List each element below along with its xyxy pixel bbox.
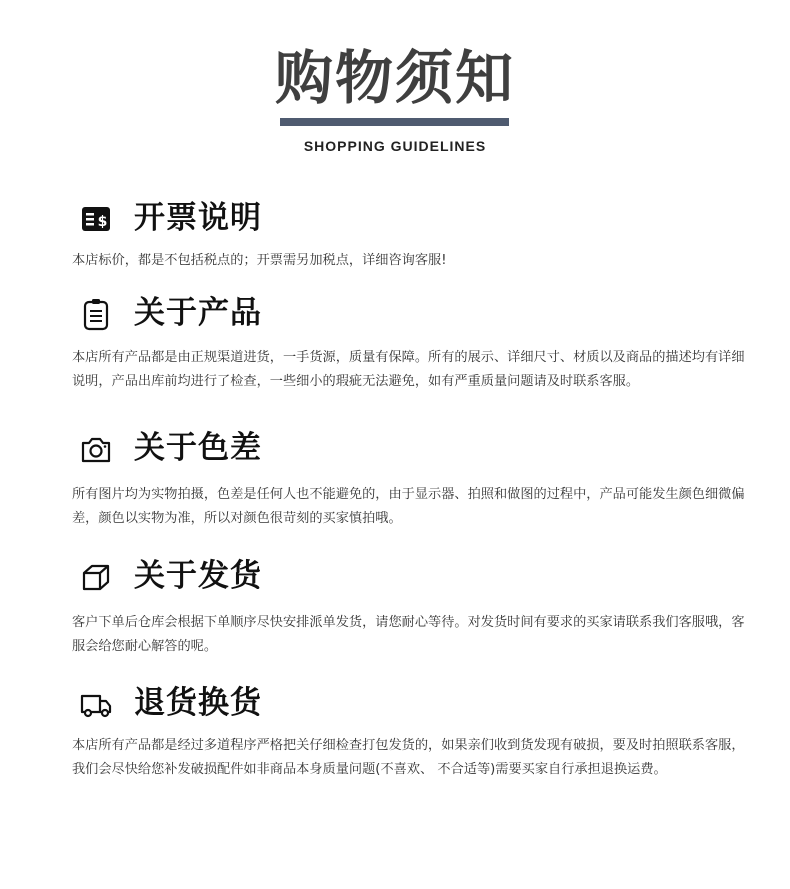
section-title: 关于产品: [134, 295, 262, 331]
section-title: 关于发货: [134, 558, 262, 594]
section-color-difference: [72, 425, 752, 531]
camera-icon: [78, 431, 114, 467]
section-body: 所有图片均为实物拍摄，色差是任何人也不能避免的，由于显示器、拍照和做图的过程中，产品可能发生颜色细微偏差，颜色以实物为准，所以对颜色很苛刻的买家慎拍哦。: [72, 487, 745, 526]
section-shipping: [72, 553, 752, 659]
title-underline: [280, 118, 509, 126]
section-returns: [72, 680, 752, 782]
clipboard-icon: [78, 296, 114, 332]
section-title: 关于色差: [134, 430, 262, 466]
section-body: 本店所有产品都是由正规渠道进货，一手货源，质量有保障。所有的展示、详细尺寸、材质以及商品的描述均有详细说明，产品出库前均进行了检查，一些细小的瑕疵无法避免，如有严重质量问题请及时联系客服。: [72, 350, 745, 389]
page-title: 购物须知: [274, 44, 515, 112]
section-body: 本店标价，都是不包括税点的；开票需另加税点，详细咨询客服!: [72, 253, 447, 268]
section-invoice: [72, 195, 752, 273]
box-icon: [78, 559, 114, 595]
invoice-icon: [78, 201, 114, 237]
section-title: 退货换货: [134, 685, 262, 721]
page-subtitle: SHOPPING GUIDELINES: [303, 138, 487, 154]
section-title: 开票说明: [134, 200, 262, 236]
section-body: 本店所有产品都是经过多道程序严格把关仔细检查打包发货的，如果亲们收到货发现有破损，要及时拍照联系客服，我们会尽快给您补发破损配件如非商品本身质量问题(不喜欢、 不合适等)需要买家自行承担退换运费。: [72, 738, 745, 777]
section-body: 客户下单后仓库会根据下单顺序尽快安排派单发货，请您耐心等待。对发货时间有要求的买家请联系我们客服哦，客服会给您耐心解答的呢。: [72, 615, 745, 654]
svg-text:$: $: [97, 214, 108, 230]
truck-icon: [78, 686, 114, 722]
section-products: [72, 290, 752, 394]
